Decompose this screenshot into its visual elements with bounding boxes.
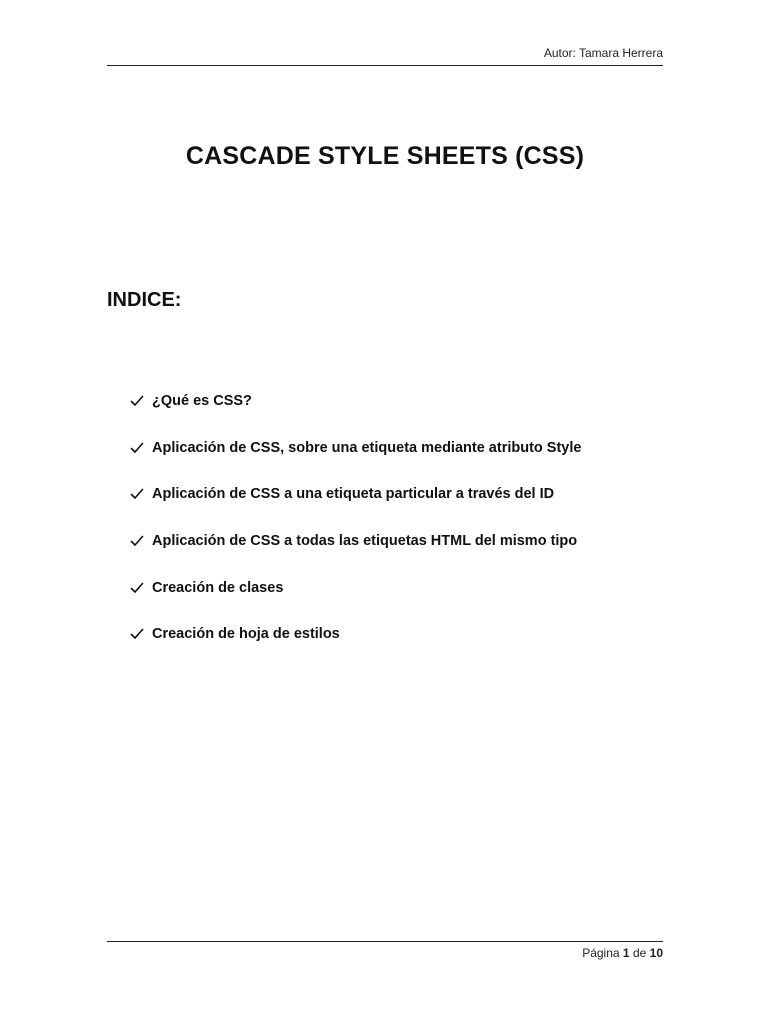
index-heading: INDICE: — [107, 289, 182, 311]
toc-item — [130, 378, 670, 425]
toc-item-label: Aplicación de CSS, sobre una etiqueta mediante atributo Style — [152, 439, 582, 456]
check-icon — [130, 394, 144, 408]
page-header — [107, 44, 663, 66]
check-icon — [130, 581, 144, 595]
header-author: Autor: Tamara Herrera — [543, 46, 663, 60]
toc-item — [130, 564, 670, 611]
page-word: Página — [582, 946, 620, 960]
page-footer — [107, 941, 663, 965]
toc-item-label: Aplicación de CSS a una etiqueta particular a través del ID — [152, 486, 555, 503]
check-icon — [130, 441, 144, 455]
of-word: de — [632, 946, 647, 960]
toc-item-label: ¿Qué es CSS? — [152, 393, 252, 410]
toc-item — [130, 518, 670, 565]
toc-item-label: Creación de clases — [152, 579, 284, 596]
current-page: 1 — [622, 946, 630, 960]
toc-item — [130, 611, 670, 658]
document-title: CASCADE STYLE SHEETS (CSS) — [185, 142, 585, 170]
toc-item-label: Creación de hoja de estilos — [152, 626, 340, 643]
toc-item-label: Aplicación de CSS a todas las etiquetas HTML del mismo tipo — [152, 533, 578, 550]
table-of-contents — [130, 378, 670, 658]
check-icon — [130, 627, 144, 641]
total-pages: 10 — [649, 946, 663, 960]
page-number — [582, 946, 663, 960]
toc-item — [130, 425, 670, 472]
toc-item — [130, 471, 670, 518]
check-icon — [130, 534, 144, 548]
check-icon — [130, 487, 144, 501]
